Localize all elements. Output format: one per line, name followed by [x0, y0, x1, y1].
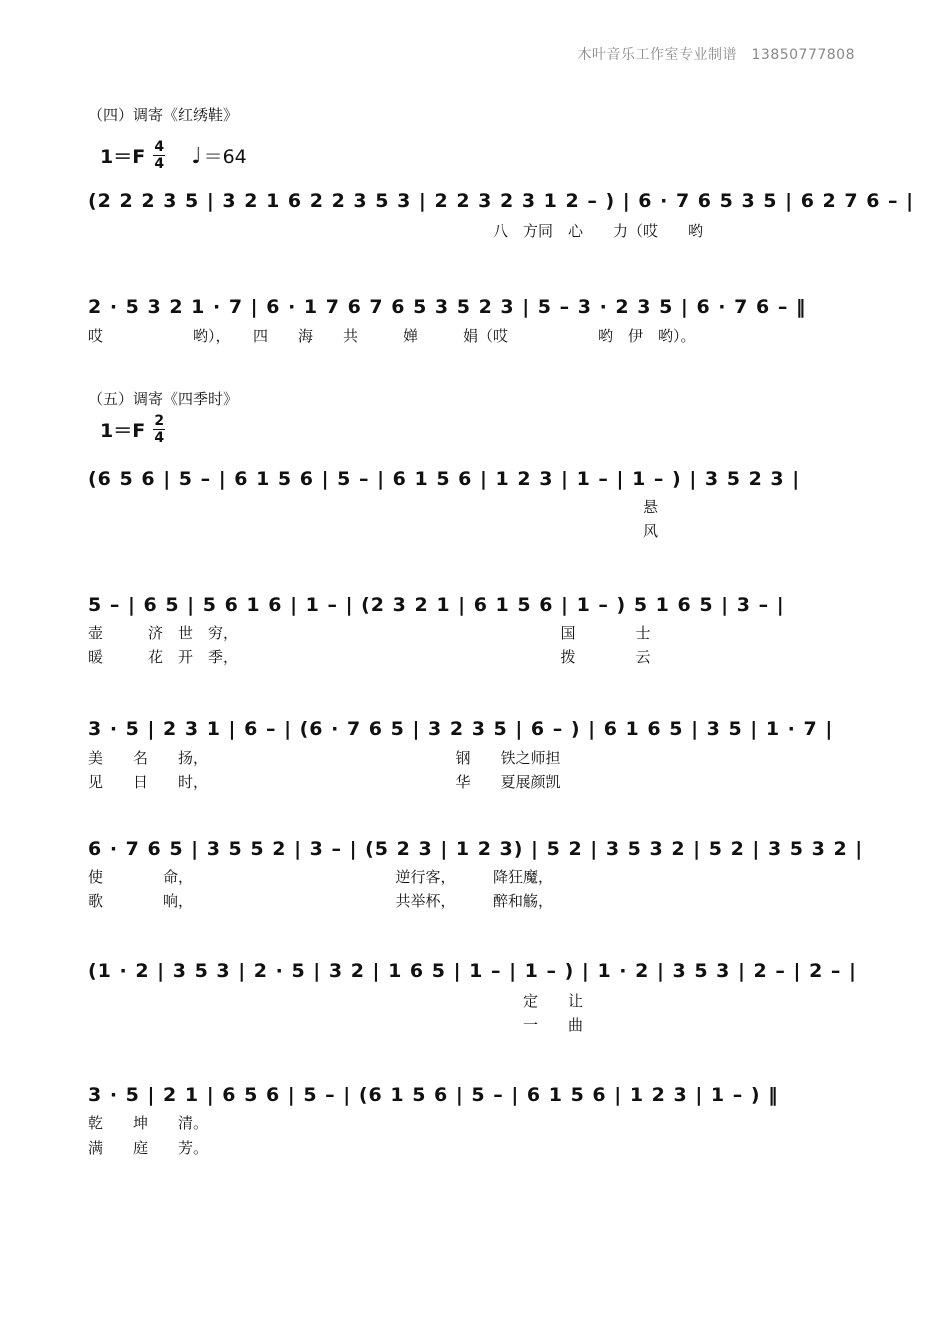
notation-row: 6 · 7 6 5 | 3 5 5 2 | 3 – | (5 2 3 | 1 2 3) | 5 2 | 3 5 3 2 | 5 2 | 3 5 3 2 |	[88, 838, 864, 860]
notation-row: 5 – | 6 5 | 5 6 1 6 | 1 – | (2 3 2 1 | 6 1 5 6 | 1 – ) 5 1 6 5 | 3 – |	[88, 594, 785, 616]
lyric-line: 乾 坤 清。	[88, 1114, 209, 1132]
lyric-line: 一 曲	[88, 1016, 584, 1034]
section-4-title: （四）调寄《红绣鞋》	[88, 106, 239, 124]
notation-row: 3 · 5 | 2 1 | 6 5 6 | 5 – | (6 1 5 6 | 5 – | 6 1 5 6 | 1 2 3 | 1 – ) ‖	[88, 1084, 779, 1106]
key-signature: 1＝F	[100, 420, 146, 442]
time-bottom: 4	[154, 156, 165, 172]
time-top: 4	[154, 139, 165, 155]
section-4-key	[100, 140, 247, 171]
notation-row: (2 2 2 3 5 | 3 2 1 6 2 2 3 5 3 | 2 2 3 2 3 1 2 – ) | 6 · 7 6 5 3 5 | 6 2 7 6 – |	[88, 190, 915, 212]
time-signature	[153, 414, 165, 445]
lyric-line: 壶 济 世 穷， 国 士	[88, 624, 651, 642]
notation-row: 3 · 5 | 2 3 1 | 6 – | (6 · 7 6 5 | 3 2 3 5 | 6 – ) | 6 1 6 5 | 3 5 | 1 · 7 |	[88, 718, 834, 740]
quarter-note-icon: ♩	[191, 144, 202, 169]
key-signature: 1＝F	[100, 146, 146, 168]
time-signature	[153, 140, 165, 171]
studio-header: 木叶音乐工作室专业制谱 13850777808	[577, 47, 855, 63]
notation-row: (1 · 2 | 3 5 3 | 2 · 5 | 3 2 | 1 6 5 | 1 – | 1 – ) | 1 · 2 | 3 5 3 | 2 – | 2 – |	[88, 960, 857, 982]
lyric-line: 暖 花 开 季， 拨 云	[88, 648, 651, 666]
notation-row: (6 5 6 | 5 – | 6 1 5 6 | 5 – | 6 1 5 6 | 1 2 3 | 1 – | 1 – ) | 3 5 2 3 |	[88, 468, 801, 490]
tempo-marking	[191, 142, 247, 169]
lyric-line: 美 名 扬， 钢 铁之师担	[88, 749, 561, 767]
section-5-key	[100, 414, 165, 445]
lyric-line: 定 让	[88, 992, 584, 1010]
lyric-line: 八 方同 心 力（哎 哟	[88, 222, 704, 240]
tempo-value: ＝64	[203, 146, 247, 168]
time-top: 2	[154, 413, 165, 429]
lyric-line: 歌 响， 共举杯， 醉和觞，	[88, 892, 554, 910]
section-5-title: （五）调寄《四季时》	[88, 390, 239, 408]
notation-row: 2 · 5 3 2 1 · 7 | 6 · 1 7 6 7 6 5 3 5 2 3 | 5 – 3 · 2 3 5 | 6 · 7 6 – ‖	[88, 296, 807, 318]
lyric-line: 哎 哟）， 四 海 共 婵 娟（哎 哟 伊 哟）。	[88, 327, 696, 345]
lyric-line: 风	[88, 522, 659, 540]
lyric-line: 悬	[88, 498, 659, 516]
lyric-line: 满 庭 芳。	[88, 1139, 209, 1157]
time-bottom: 4	[154, 430, 165, 446]
lyric-line: 使 命， 逆行客， 降狂魔，	[88, 868, 554, 886]
lyric-line: 见 日 时， 华 夏展颜凯	[88, 773, 561, 791]
